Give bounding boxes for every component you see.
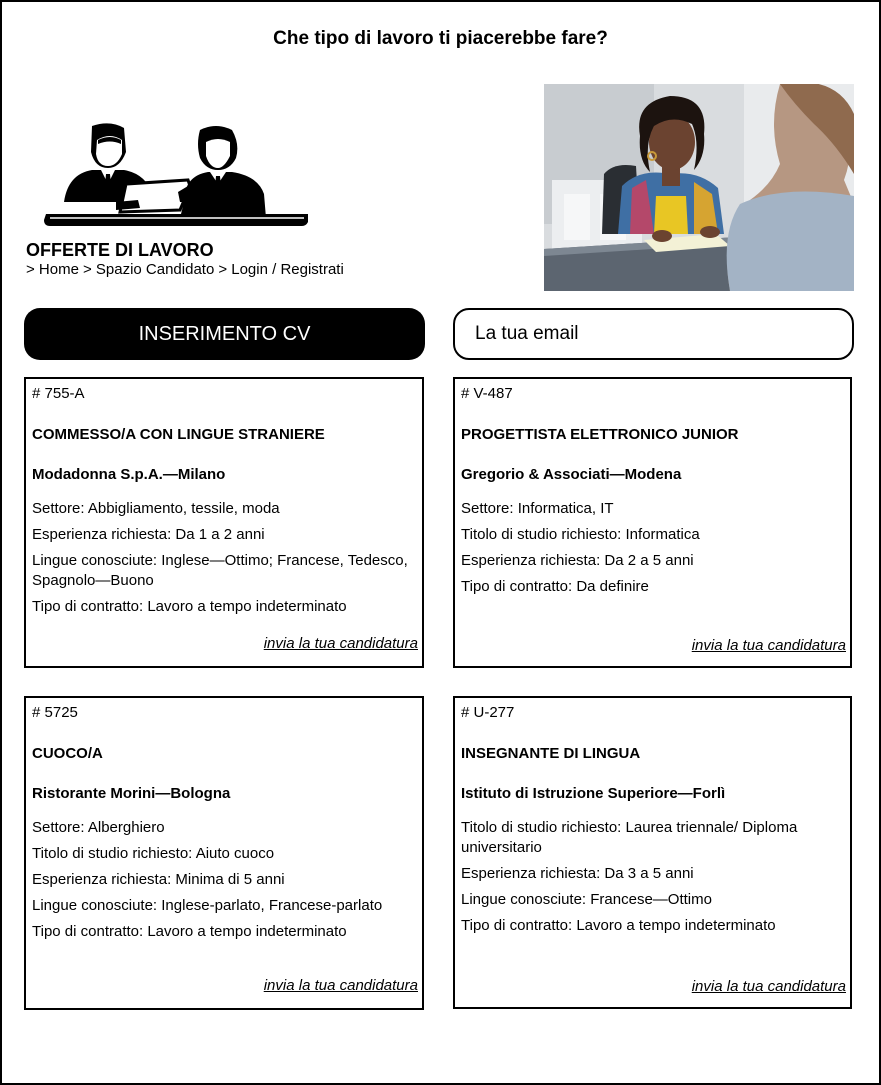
- job-interview-photo: [544, 84, 854, 291]
- job-code: # 755-A: [32, 385, 85, 402]
- job-detail-row: Tipo di contratto: Da definire: [461, 578, 649, 595]
- job-detail-row: Settore: Informatica, IT: [461, 500, 614, 517]
- section-title: OFFERTE DI LAVORO: [26, 240, 214, 260]
- job-title: COMMESSO/A CON LINGUE STRANIERE: [32, 426, 325, 443]
- job-company: Ristorante Morini—Bologna: [32, 785, 231, 802]
- apply-link[interactable]: invia la tua candidatura: [691, 637, 846, 654]
- breadcrumb-home-link[interactable]: > Home: [26, 261, 79, 278]
- job-detail-row: Lingue conosciute: Inglese-parlato, Francese-parlato: [32, 897, 383, 914]
- job-detail-row: Esperienza richiesta: Da 2 a 5 anni: [461, 552, 694, 569]
- job-detail-row: Titolo di studio richiesto: Informatica: [461, 526, 700, 543]
- job-company: Modadonna S.p.A.—Milano: [32, 466, 226, 483]
- apply-link[interactable]: invia la tua candidatura: [263, 635, 418, 652]
- job-card: [453, 377, 852, 668]
- insert-cv-button[interactable]: INSERIMENTO CV: [24, 308, 425, 360]
- job-detail-row: Titolo di studio richiesto: Aiuto cuoco: [32, 845, 275, 862]
- apply-link[interactable]: invia la tua candidatura: [691, 978, 846, 995]
- job-detail-row: Esperienza richiesta: Da 1 a 2 anni: [32, 526, 265, 543]
- job-title: CUOCO/A: [32, 745, 103, 762]
- apply-link[interactable]: invia la tua candidatura: [263, 977, 418, 994]
- job-detail-row: Tipo di contratto: Lavoro a tempo indeterminato: [32, 598, 347, 615]
- job-detail-row: Settore: Abbigliamento, tessile, moda: [32, 500, 280, 517]
- job-detail-row: Esperienza richiesta: Da 3 a 5 anni: [461, 865, 694, 882]
- job-company: Gregorio & Associati—Modena: [461, 466, 682, 483]
- job-detail-row: Esperienza richiesta: Minima di 5 anni: [32, 871, 285, 888]
- job-card: [453, 696, 852, 1009]
- job-code: # U-277: [461, 704, 515, 721]
- job-detail-row: Titolo di studio richiesto: Laurea triennale/ Diploma universitario: [461, 819, 798, 856]
- job-detail-row: Tipo di contratto: Lavoro a tempo indeterminato: [461, 917, 776, 934]
- breadcrumb-login-link[interactable]: > Login / Registrati: [218, 261, 344, 278]
- job-detail-row: Settore: Alberghiero: [32, 819, 165, 836]
- job-detail-row: Lingue conosciute: Francese—Ottimo: [461, 891, 712, 908]
- job-card: [24, 696, 424, 1010]
- job-detail-row: Lingue conosciute: Inglese—Ottimo; Francese, Tedesco, Spagnolo—Buono: [32, 552, 408, 589]
- email-input[interactable]: [453, 308, 854, 360]
- job-code: # V-487: [461, 385, 513, 402]
- job-code: # 5725: [32, 704, 78, 721]
- job-interview-logo-icon: [40, 122, 312, 228]
- job-detail-row: Tipo di contratto: Lavoro a tempo indeterminato: [32, 923, 347, 940]
- job-company: Istituto di Istruzione Superiore—Forlì: [461, 785, 726, 802]
- job-title: INSEGNANTE DI LINGUA: [461, 745, 641, 762]
- page-title: Che tipo di lavoro ti piacerebbe fare?: [273, 28, 608, 49]
- job-title: PROGETTISTA ELETTRONICO JUNIOR: [461, 426, 739, 443]
- breadcrumb: [26, 261, 344, 278]
- breadcrumb-candidate-area-link[interactable]: > Spazio Candidato: [82, 261, 215, 278]
- job-card: [24, 377, 424, 668]
